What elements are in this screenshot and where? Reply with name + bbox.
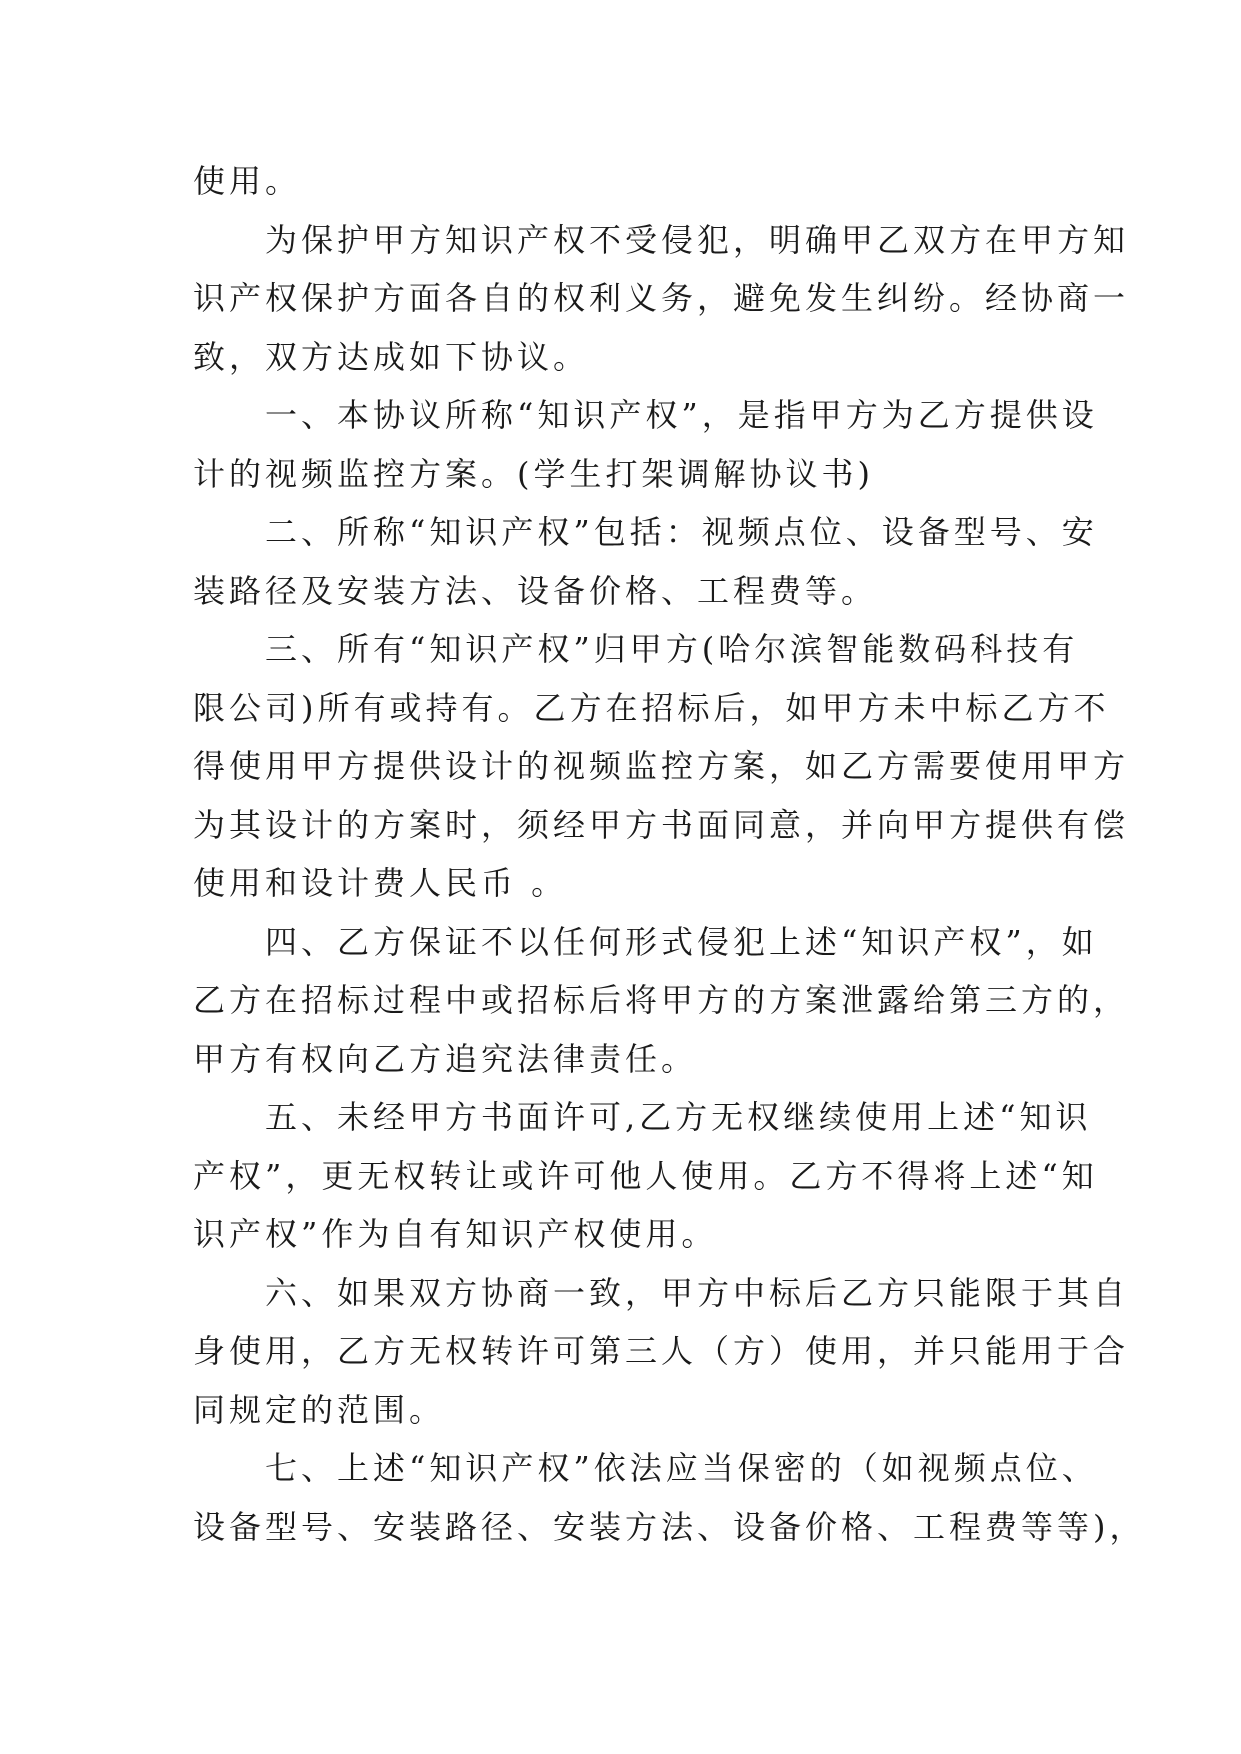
text-line: 四、乙方保证不以任何形式侵犯上述“知识产权”，如 bbox=[265, 922, 1098, 961]
text-line: 同规定的范围。 bbox=[193, 1390, 446, 1429]
text-line: 七、上述“知识产权”依法应当保密的（如视频点位、 bbox=[265, 1449, 1098, 1487]
text-line: 装路径及安装方法、设备价格、工程费等。 bbox=[193, 571, 878, 610]
text-line: 产权”，更无权转让或许可他人使用。乙方不得将上述“知 bbox=[193, 1156, 1098, 1195]
text-line: 使用和设计费人民币 。 bbox=[193, 864, 568, 902]
text-line: 为其设计的方案时，须经甲方书面同意，并向甲方提供有偿 bbox=[193, 805, 1130, 844]
text-line: 限公司)所有或持有。乙方在招标后，如甲方未中标乙方不 bbox=[193, 688, 1110, 727]
text-line: 计的视频监控方案。(学生打架调解协议书) bbox=[193, 454, 874, 493]
text-line: 致，双方达成如下协议。 bbox=[193, 337, 590, 376]
text-line: 识产权”作为自有知识产权使用。 bbox=[193, 1215, 718, 1253]
text-line: 识产权保护方面各自的权利义务，避免发生纠纷。经协商一 bbox=[193, 279, 1130, 317]
text-line: 六、如果双方协商一致，甲方中标后乙方只能限于其自 bbox=[265, 1273, 1130, 1312]
text-line: 二、所称“知识产权”包括：视频点位、设备型号、安 bbox=[265, 513, 1098, 551]
text-line: 身使用，乙方无权转许可第三人（方）使用，并只能用于合 bbox=[193, 1332, 1130, 1370]
text-line: 乙方在招标过程中或招标后将甲方的方案泄露给第三方的， bbox=[193, 981, 1130, 1019]
text-line: 得使用甲方提供设计的视频监控方案，如乙方需要使用甲方 bbox=[193, 747, 1130, 785]
agreement-body-text bbox=[193, 152, 1146, 1556]
text-line: 设备型号、安装路径、安装方法、设备价格、工程费等等)， bbox=[193, 1507, 1146, 1546]
text-line: 为保护甲方知识产权不受侵犯，明确甲乙双方在甲方知 bbox=[265, 220, 1130, 259]
text-line: 甲方有权向乙方追究法律责任。 bbox=[193, 1039, 698, 1078]
text-line: 三、所有“知识产权”归甲方(哈尔滨智能数码科技有 bbox=[265, 630, 1079, 668]
text-line: 五、未经甲方书面许可,乙方无权继续使用上述“知识 bbox=[265, 1098, 1092, 1136]
text-line: 使用。 bbox=[193, 162, 302, 200]
text-line: 一、本协议所称“知识产权”，是指甲方为乙方提供设 bbox=[265, 396, 1098, 434]
